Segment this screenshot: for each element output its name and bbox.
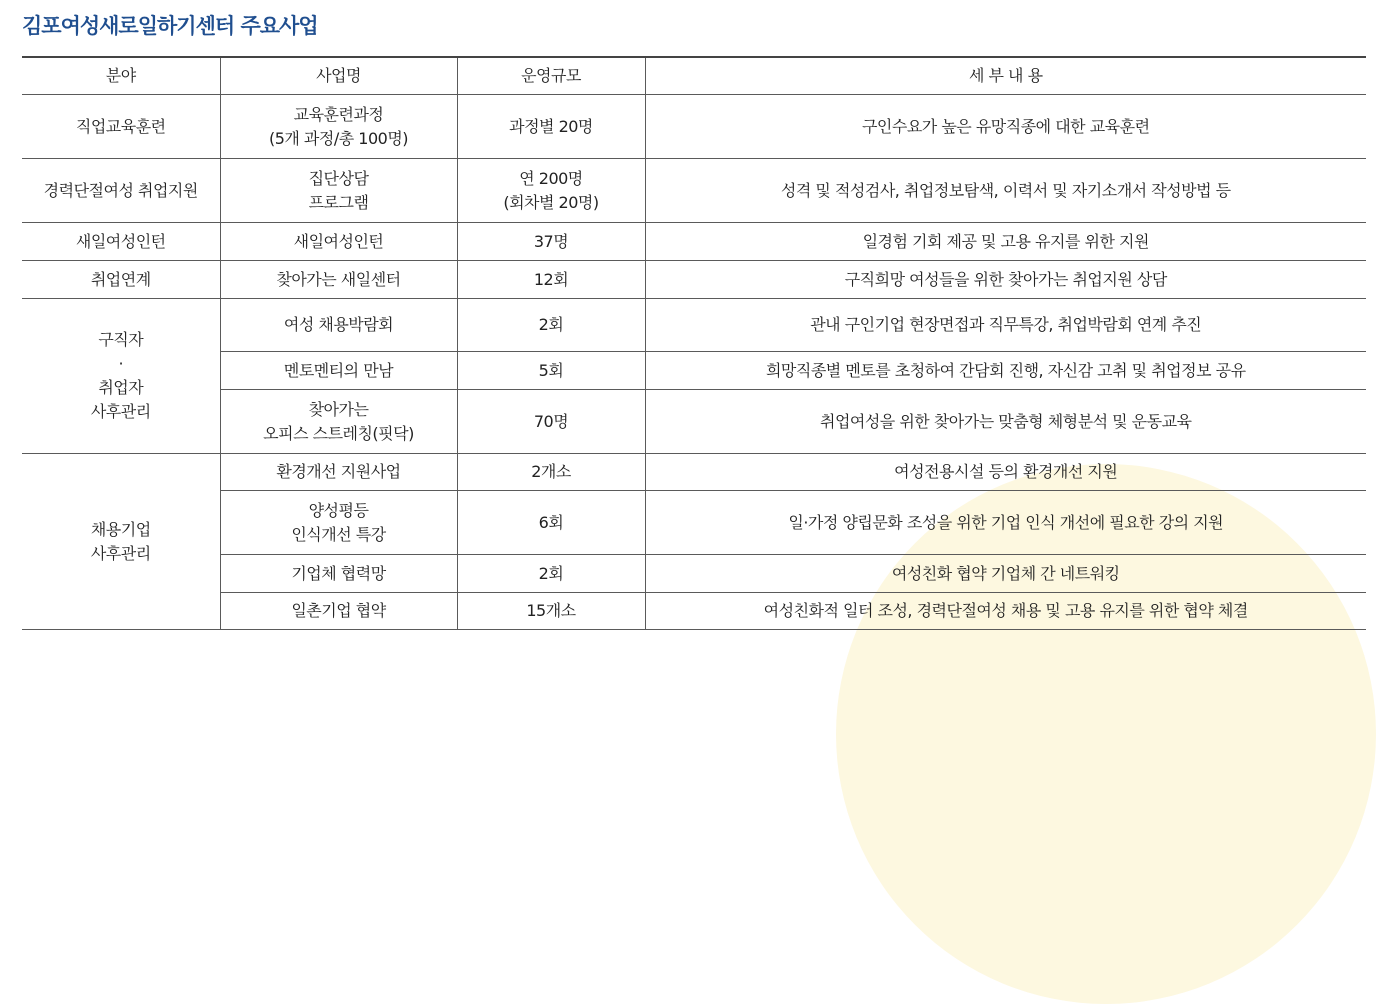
program-name-cell: 멘토멘티의 만남 [220, 352, 457, 390]
header-program-name: 사업명 [220, 57, 457, 95]
scale-cell: 과정별 20명 [457, 95, 645, 159]
table-row [22, 555, 1366, 593]
detail-cell: 여성친화적 일터 조성, 경력단절여성 채용 및 고용 유지를 위한 협약 체결 [645, 593, 1366, 630]
page-title: 김포여성새로일하기센터 주요사업 [22, 14, 318, 38]
field-cell-companies: 채용기업 사후관리 [22, 454, 220, 630]
program-name-cell: 여성 채용박람회 [220, 299, 457, 352]
program-name-cell: 집단상담 프로그램 [220, 159, 457, 223]
programs-table [22, 56, 1366, 630]
table-row [22, 352, 1366, 390]
program-name-cell: 환경개선 지원사업 [220, 454, 457, 491]
scale-cell: 12회 [457, 261, 645, 299]
scale-cell: 5회 [457, 352, 645, 390]
table-row [22, 390, 1366, 454]
program-name-cell: 교육훈련과정 (5개 과정/총 100명) [220, 95, 457, 159]
scale-cell: 15개소 [457, 593, 645, 630]
field-cell-job-seekers: 구직자 · 취업자 사후관리 [22, 299, 220, 454]
detail-cell: 관내 구인기업 현장면접과 직무특강, 취업박람회 연계 추진 [645, 299, 1366, 352]
detail-cell: 일경험 기회 제공 및 고용 유지를 위한 지원 [645, 223, 1366, 261]
table-row [22, 491, 1366, 555]
field-cell: 경력단절여성 취업지원 [22, 159, 220, 223]
scale-cell: 2회 [457, 555, 645, 593]
scale-cell: 37명 [457, 223, 645, 261]
detail-cell: 구인수요가 높은 유망직종에 대한 교육훈련 [645, 95, 1366, 159]
program-name-cell: 양성평등 인식개선 특강 [220, 491, 457, 555]
table-row [22, 299, 1366, 352]
program-name-cell: 일촌기업 협약 [220, 593, 457, 630]
table-row [22, 454, 1366, 491]
field-cell: 새일여성인턴 [22, 223, 220, 261]
detail-cell: 취업여성을 위한 찾아가는 맞춤형 체형분석 및 운동교육 [645, 390, 1366, 454]
detail-cell: 여성친화 협약 기업체 간 네트워킹 [645, 555, 1366, 593]
detail-cell: 구직희망 여성들을 위한 찾아가는 취업지원 상담 [645, 261, 1366, 299]
scale-cell: 2회 [457, 299, 645, 352]
header-scale: 운영규모 [457, 57, 645, 95]
table-header-row [22, 57, 1366, 95]
table-row [22, 223, 1366, 261]
program-name-cell: 찾아가는 오피스 스트레칭(핏닥) [220, 390, 457, 454]
detail-cell: 성격 및 적성검사, 취업정보탐색, 이력서 및 자기소개서 작성방법 등 [645, 159, 1366, 223]
program-name-cell: 찾아가는 새일센터 [220, 261, 457, 299]
detail-cell: 희망직종별 멘토를 초청하여 간담회 진행, 자신감 고취 및 취업정보 공유 [645, 352, 1366, 390]
scale-cell: 연 200명 (회차별 20명) [457, 159, 645, 223]
header-details: 세 부 내 용 [645, 57, 1366, 95]
field-cell: 취업연계 [22, 261, 220, 299]
header-field: 분야 [22, 57, 220, 95]
table-row [22, 95, 1366, 159]
table-row [22, 261, 1366, 299]
field-cell: 직업교육훈련 [22, 95, 220, 159]
table-row [22, 159, 1366, 223]
scale-cell: 6회 [457, 491, 645, 555]
program-name-cell: 새일여성인턴 [220, 223, 457, 261]
detail-cell: 일·가정 양립문화 조성을 위한 기업 인식 개선에 필요한 강의 지원 [645, 491, 1366, 555]
scale-cell: 70명 [457, 390, 645, 454]
scale-cell: 2개소 [457, 454, 645, 491]
detail-cell: 여성전용시설 등의 환경개선 지원 [645, 454, 1366, 491]
program-name-cell: 기업체 협력망 [220, 555, 457, 593]
table-row [22, 593, 1366, 630]
